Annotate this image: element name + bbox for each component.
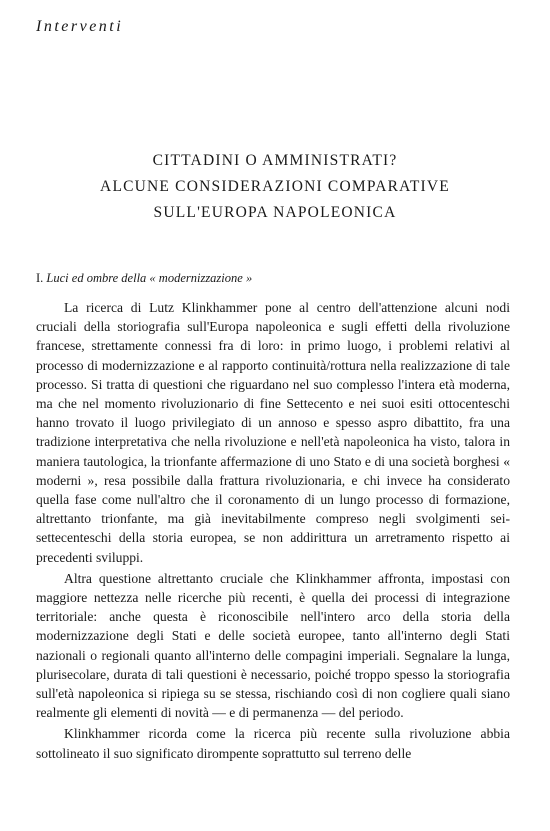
title-line-3: SULL'EUROPA NAPOLEONICA xyxy=(153,204,397,221)
section-number: I. xyxy=(36,271,44,285)
title-line-2: ALCUNE CONSIDERAZIONI COMPARATIVE xyxy=(100,178,450,195)
section-title: Luci ed ombre della « modernizzazione » xyxy=(46,271,253,285)
paragraph-1: La ricerca di Lutz Klinkhammer pone al centro dell'attenzione alcuni nodi cruciali della storiografia sull'Europa napoleonica e sugli effetti della rivoluzione francese, strettamente connessi fra di loro: in primo luogo, i problemi relativi al processo di modernizzazione e al rapporto continuità/rottura nella realizzazione di tale processo. Si tratta di questioni che riguardano nel suo complesso l'intera età moderna, ma che nel momento rivoluzionario di fine Settecento e nei suoi esiti ottocenteschi hanno trovato il luogo privilegiato di un annoso e spesso aspro dibattito, fra una tradizione interpretativa che nella rivoluzione e nell'età napoleonica ha visto, talora in maniera tautologica, la trionfante affermazione di uno Stato e di una società borghesi « moderni », resa possibile dalla frattura rivoluzionaria, e chi invece ha considerato quella fase come null'altro che il coronamento di un lungo processo di formazione, altrettanto trionfante, ma già inevitabilmente compreso negli svolgimenti sei-settecenteschi della storia europea, se non addirittura un arretramento rispetto ai precedenti sviluppi. xyxy=(36,300,510,565)
body-text xyxy=(36,298,510,763)
section-heading xyxy=(36,271,252,286)
running-head: Interventi xyxy=(36,18,124,35)
article-title xyxy=(0,148,550,226)
paragraph-2: Altra questione altrettanto cruciale che Klinkhammer affronta, impostasi con maggiore nettezza nelle ricerche più recenti, è quella dei processi di integrazione territoriale: anche questa è riconoscibile nell'intero arco della storia della modernizzazione degli Stati e delle società europee, tanto all'interno degli Stati nazionali o regionali quanto all'interno delle compagini imperiali. Segnalare la lunga, plurisecolare, durata di tali questioni è necessario, poiché troppo spesso la storiografia sull'età napoleonica si ripiega su se stessa, rischiando così di non cogliere quali siano realmente gli elementi di novità — e di permanenza — del periodo. xyxy=(36,570,510,721)
title-line-1: CITTADINI O AMMINISTRATI? xyxy=(152,152,398,169)
paragraph-3: Klinkhammer ricorda come la ricerca più recente sulla rivoluzione abbia sottolineato il suo significato dirompente soprattutto sul terreno delle xyxy=(36,726,510,761)
